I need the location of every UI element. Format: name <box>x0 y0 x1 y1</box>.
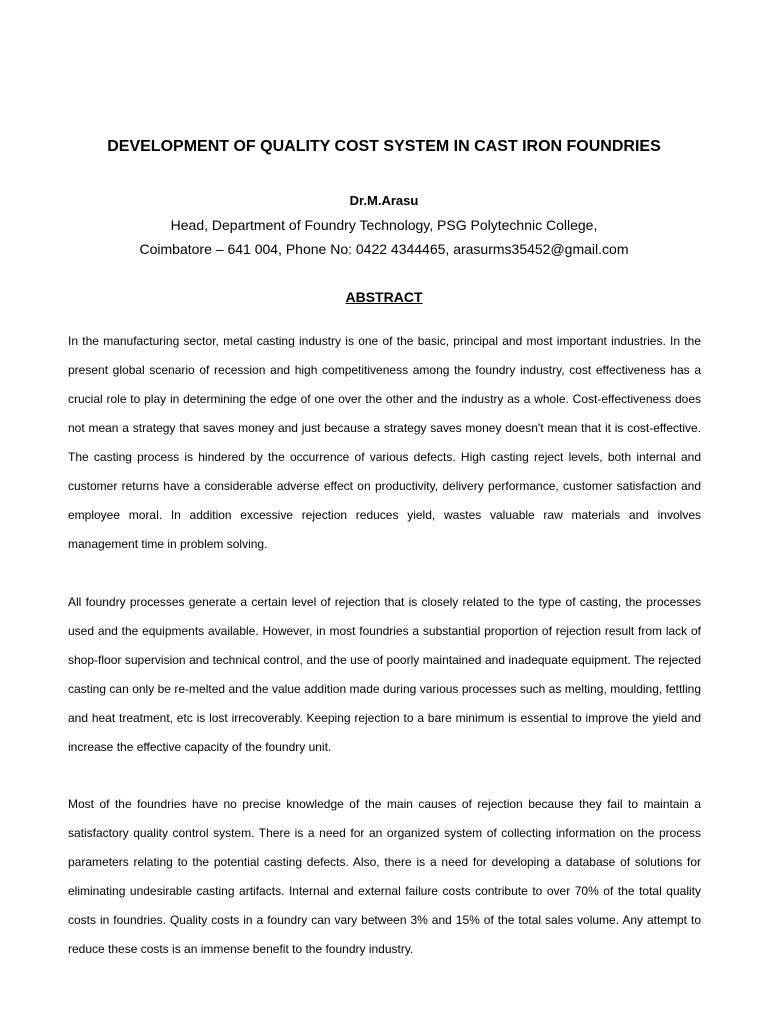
author-name: Dr.M.Arasu <box>349 193 419 208</box>
abstract-heading: ABSTRACT <box>345 289 423 305</box>
affiliation-line-2: Coimbatore – 641 004, Phone No: 0422 4344465, arasurms35452@gmail.com <box>139 241 629 257</box>
abstract-paragraph-2: All foundry processes generate a certain level of rejection that is closely related to the type of casting, the processes used and the equipments available. However, in most foundries a substantial proportion of rejection result from lack of shop-floor supervision and technical control, and the use of poorly maintained and inadequate equipment. The rejected casting can only be re-melted and the value addition made during various processes such as melting, moulding, fettling and heat treatment, etc is lost irrecoverably. Keeping rejection to a bare minimum is essential to improve the yield and increase the effective capacity of the foundry unit. <box>68 595 701 754</box>
abstract-paragraph-3: Most of the foundries have no precise knowledge of the main causes of rejection because they fail to maintain a satisfactory quality control system. There is a need for an organized system of collecting information on the process parameters relating to the potential casting defects. Also, there is a need for developing a database of solutions for eliminating undesirable casting artifacts. Internal and external failure costs contribute to over 70% of the total quality costs in foundries. Quality costs in a foundry can vary between 3% and 15% of the total sales volume. Any attempt to reduce these costs is an immense benefit to the foundry industry. <box>68 797 701 956</box>
affiliation-line-1: Head, Department of Foundry Technology, PSG Polytechnic College, <box>170 217 598 233</box>
paper-title: DEVELOPMENT OF QUALITY COST SYSTEM IN CAST IRON FOUNDRIES <box>107 138 661 155</box>
abstract-paragraph-1: In the manufacturing sector, metal casting industry is one of the basic, principal and most important industries. In the present global scenario of recession and high competitiveness among the foundry industry, cost effectiveness has a crucial role to play in determining the edge of one over the other and the industry as a whole. Cost-effectiveness does not mean a strategy that saves money and just because a strategy saves money doesn't mean that it is cost-effective. The casting process is hindered by the occurrence of various defects. High casting reject levels, both internal and customer returns have a considerable adverse effect on productivity, delivery performance, customer satisfaction and employee moral. In addition excessive rejection reduces yield, wastes valuable raw materials and involves management time in problem solving. <box>68 334 701 551</box>
